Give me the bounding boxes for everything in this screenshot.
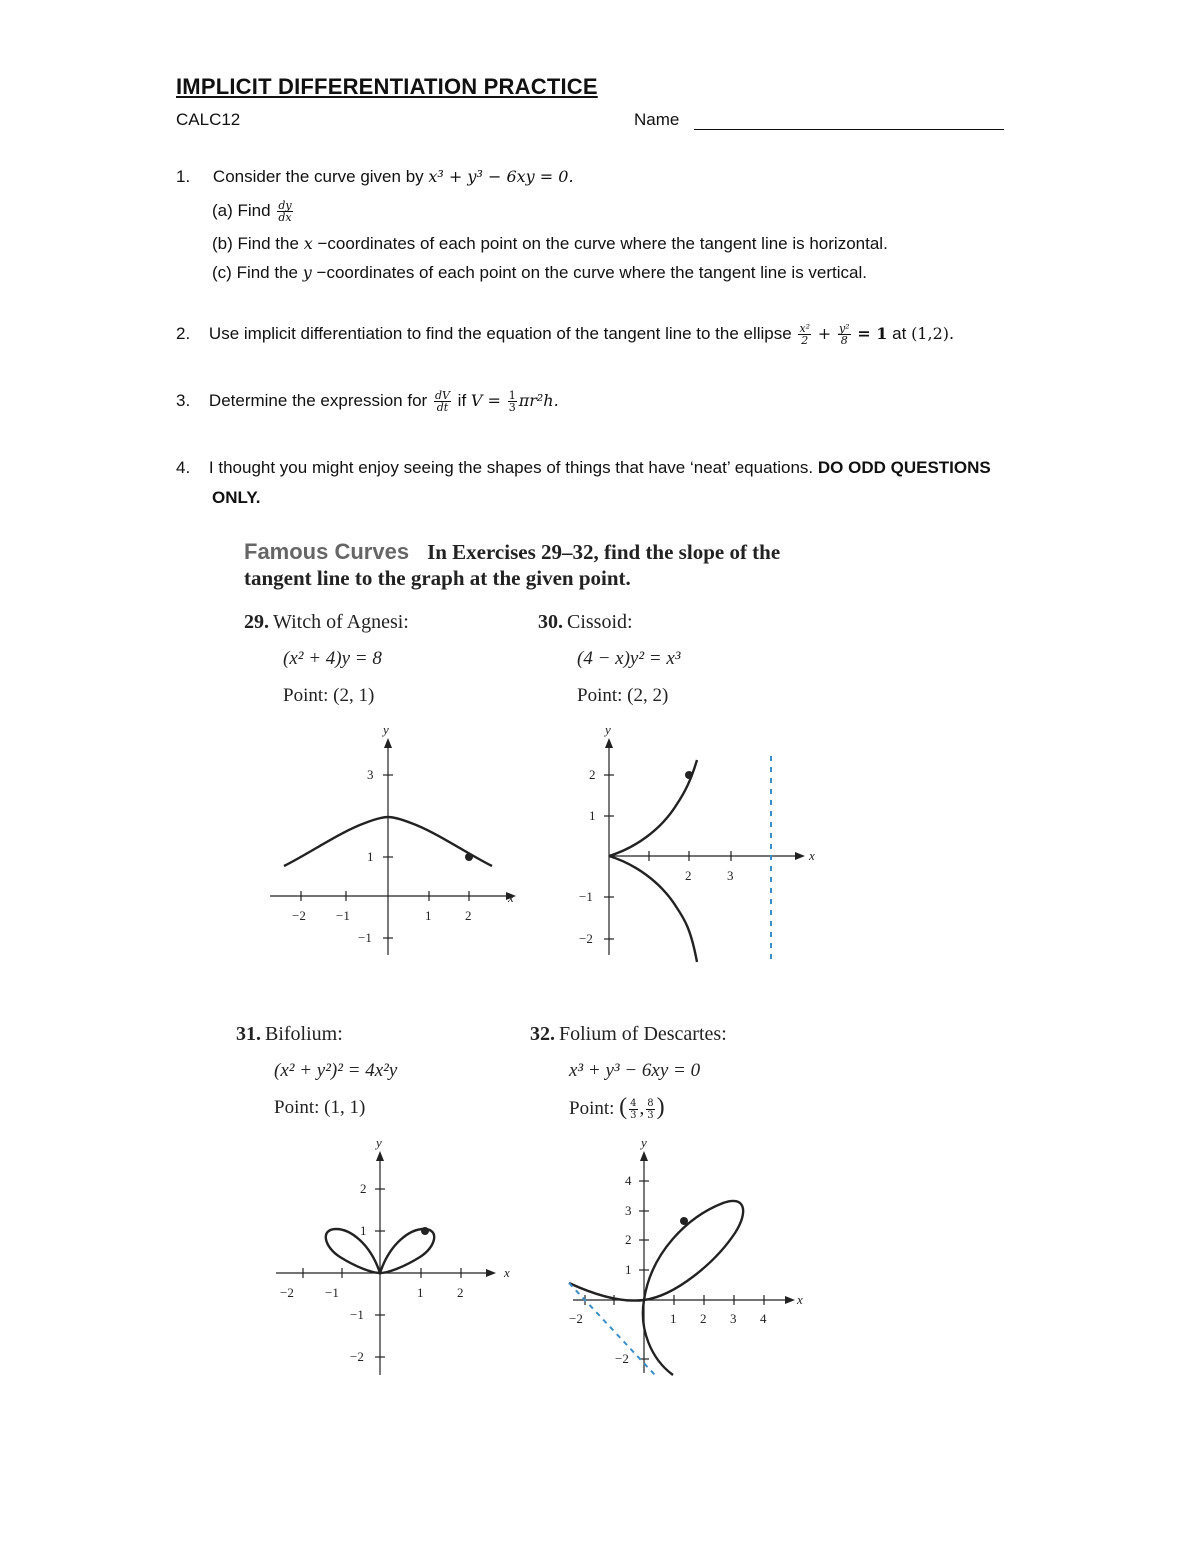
point-marker [421,1227,429,1235]
x-tick-label: 2 [457,1285,464,1300]
part-text: Find [237,200,271,220]
question-number: 1. [176,167,191,186]
exercise-number: 30. [538,611,563,633]
volume-lhs: V = [470,390,501,410]
fraction-denominator: 3 [647,1110,654,1122]
question-1a [212,200,295,223]
graph-bifolium [270,1133,530,1383]
question-1b [212,234,888,254]
exercise-point: Point: (1, 1) [274,1097,366,1118]
question-text: I thought you might enjoy seeing the shapes of things that have ‘neat’ equations. [208,458,814,477]
variable: y [302,263,312,282]
fraction-x [798,323,811,346]
part-text: Find the [237,234,299,253]
x-axis-label: x [508,890,514,905]
x-tick-label: −2 [280,1285,294,1300]
y-axis-label: y [383,722,389,737]
part-label: (a) [212,200,233,220]
y-tick-label: 2 [625,1232,632,1247]
name-field[interactable] [694,128,1004,130]
equation: x³ + y³ − 6xy = 0. [428,167,574,186]
fraction-denominator: 8 [840,334,848,347]
graph-witch-of-agnesi [270,720,530,960]
part-text: −coordinates of each point on the curve where the tangent line is horizontal. [317,234,888,253]
x-tick-label: 3 [727,868,734,883]
asymptote-line [569,1283,655,1375]
x-tick-label: 1 [417,1285,424,1300]
at-text: at [892,323,907,343]
question-text: Determine the expression for [208,390,428,410]
x-arrow-icon [486,1269,496,1277]
question-4 [176,458,991,478]
book-heading [244,539,780,565]
y-tick-label: −2 [615,1351,629,1366]
fraction-numerator: y² [838,322,850,335]
fraction-numerator: dy [278,199,292,212]
x-arrow-icon [795,852,805,860]
point: (1,2). [911,323,955,343]
fraction-denominator: dt [436,401,449,414]
point-marker [685,771,693,779]
x-tick-label: −2 [569,1311,583,1326]
y-tick-label: 1 [625,1262,632,1277]
one-third-fraction [508,390,517,413]
y-tick-label: 1 [360,1223,367,1238]
cissoid-upper-branch [609,760,697,856]
y-axis-label: y [641,1135,647,1150]
exercise-32 [530,1023,727,1046]
plus-sign: + [817,323,832,343]
part-text: −coordinates of each point on the curve where the tangent line is vertical. [316,263,867,282]
part-label: (c) [212,263,232,282]
fraction-numerator: 1 [508,389,516,402]
question-text: Use implicit differentiation to find the equation of the tangent line to the ellipse [208,323,792,343]
question-number: 3. [176,390,191,410]
part-label: (b) [212,234,233,253]
x-tick-label: 1 [425,908,432,923]
heading-text-continued: tangent line to the graph at the given point. [244,566,631,590]
derivative-fraction [277,200,292,223]
x-tick-label: 2 [700,1311,707,1326]
fraction-denominator: 3 [630,1110,637,1122]
y-tick-label: −1 [579,889,593,904]
x-axis-label: x [797,1292,803,1307]
y-axis-label: y [605,722,611,737]
exercise-point: Point: (2, 2) [577,685,669,706]
graph-folium-of-descartes [555,1133,825,1383]
point-marker [680,1217,688,1225]
exercise-29 [244,611,409,634]
exercise-point: Point: (2, 1) [283,685,375,706]
y-arrow-icon [640,1151,648,1161]
bifolium-left-lobe [326,1229,380,1273]
y-tick-label: −2 [350,1349,364,1364]
x-arrow-icon [785,1296,795,1304]
y-tick-label: −2 [579,931,593,946]
exercise-number: 29. [244,611,269,633]
part-text: Find the [236,263,298,282]
y-tick-label: 3 [625,1203,632,1218]
curve-name: Bifolium: [265,1023,343,1045]
question-number: 2. [176,323,191,343]
graph-cissoid [565,720,825,970]
x-tick-label: 2 [685,868,692,883]
exercise-equation: (4 − x)y² = x³ [577,648,681,669]
exercise-31 [236,1023,343,1046]
y-tick-label: 3 [367,767,374,782]
page-title: IMPLICIT DIFFERENTIATION PRACTICE [176,74,598,99]
question-3 [176,390,559,413]
y-tick-label: 2 [589,767,596,782]
equals-one: = 1 [857,323,888,343]
heading-text: In Exercises 29–32, find the slope of the [427,540,781,564]
y-tick-label: 4 [625,1173,632,1188]
derivative-fraction [434,390,451,413]
x-tick-label: −1 [325,1285,339,1300]
bifolium-right-lobe [380,1229,434,1273]
y-tick-label: 1 [367,849,374,864]
x-tick-label: 2 [465,908,472,923]
x-tick-label: −1 [336,908,350,923]
y-arrow-icon [605,738,613,748]
point-marker [465,853,473,861]
curve-name: Witch of Agnesi: [273,611,409,633]
fraction-numerator: dV [434,389,450,402]
y-arrow-icon [376,1151,384,1161]
x-tick-label: −2 [292,908,306,923]
point-y-fraction [646,1098,654,1121]
instruction-bold: DO ODD QUESTIONS [817,458,991,477]
curve-name: Folium of Descartes: [559,1023,727,1045]
exercise-point: Point: ( $\frac{4}{3}$ , $\frac{8}{3}$ ) [569,1094,665,1122]
y-arrow-icon [384,738,392,748]
fraction-denominator: 2 [801,334,809,347]
exercise-equation: (x² + 4)y = 8 [283,648,382,669]
instruction-bold-continued: ONLY. [212,488,261,507]
x-tick-label: 3 [730,1311,737,1326]
y-tick-label: −1 [350,1307,364,1322]
y-tick-label: −1 [358,930,372,945]
question-1 [176,167,574,187]
curve-name: Cissoid: [567,611,633,633]
folium-curve [569,1201,743,1375]
variable: x [303,234,313,253]
question-1c [212,263,867,283]
x-tick-label: 4 [760,1311,767,1326]
volume-rhs: πr²h. [518,390,559,410]
fraction-numerator: x² [799,322,811,335]
y-tick-label: 2 [360,1181,367,1196]
x-axis-label: x [504,1265,510,1280]
exercise-number: 32. [530,1023,555,1045]
if-text: if [457,390,467,410]
point-x-fraction [629,1098,637,1121]
x-tick-label: 1 [670,1311,677,1326]
fraction-numerator: 4 [630,1098,637,1110]
exercise-equation: x³ + y³ − 6xy = 0 [569,1060,701,1081]
exercise-30 [538,611,633,634]
fraction-denominator: dx [278,211,292,224]
point-label: Point: [569,1098,615,1119]
fraction-y [838,323,851,346]
name-label: Name [634,110,680,129]
famous-curves-title: Famous Curves [244,539,410,564]
y-axis-label: y [376,1135,382,1150]
exercise-number: 31. [236,1023,261,1045]
question-text: Consider the curve given by [212,167,424,186]
cissoid-lower-branch [609,856,697,962]
fraction-numerator: 8 [647,1098,654,1110]
x-axis-label: x [809,848,815,863]
question-2 [176,323,954,346]
y-tick-label: 1 [589,808,596,823]
course-code: CALC12 [176,110,241,129]
fraction-denominator: 3 [508,401,516,414]
question-number: 4. [176,458,191,477]
exercise-equation: (x² + y²)² = 4x²y [274,1060,398,1081]
